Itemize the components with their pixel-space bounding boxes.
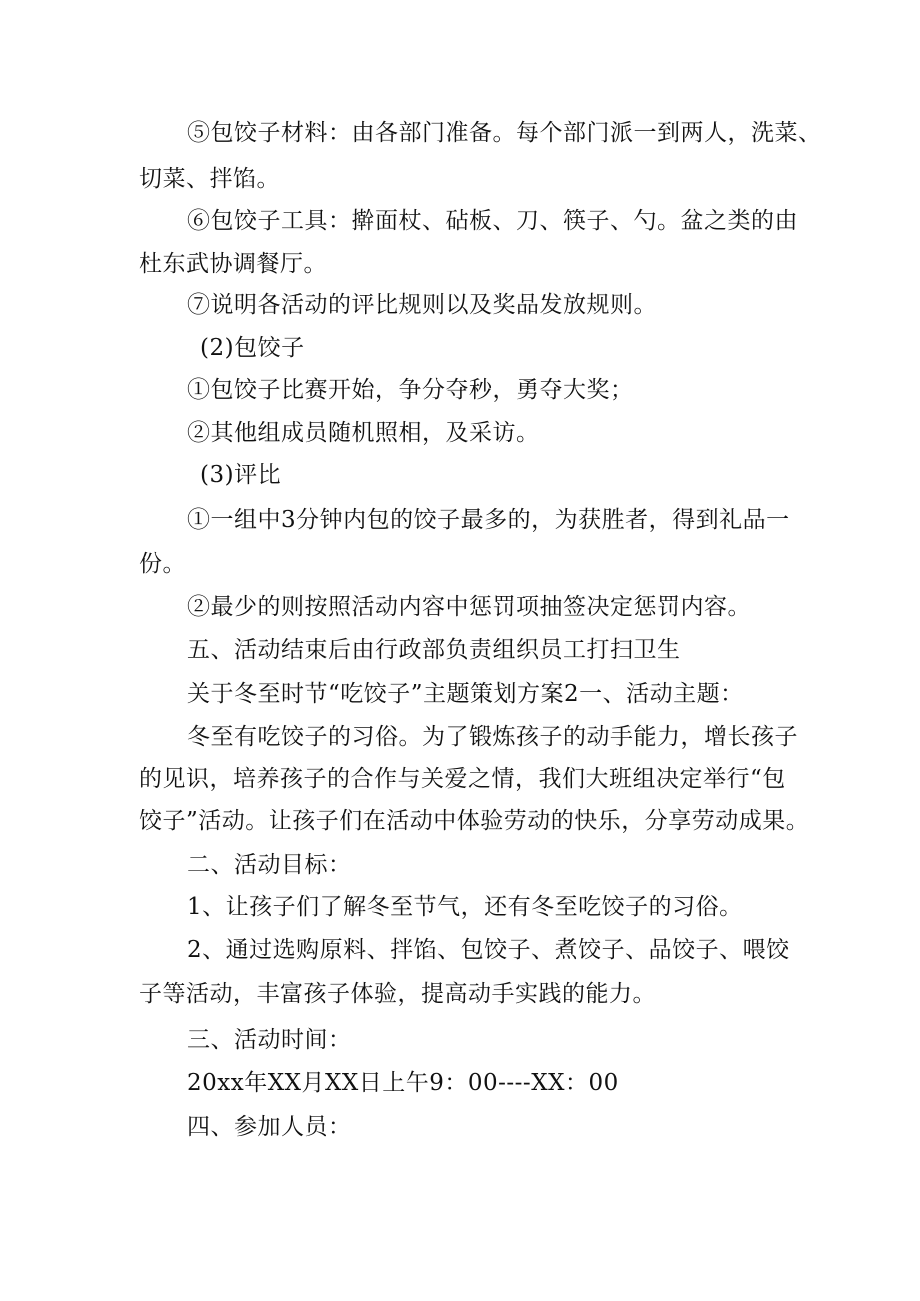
- text-line: (2)包饺子: [200, 335, 305, 361]
- text-line: 五、活动结束后由行政部负责组织员工打扫卫生: [187, 637, 681, 663]
- text-line: ⑤包饺子材料：由各部门准备。每个部门派一到两人，洗菜、: [187, 120, 822, 146]
- text-line: 三、活动时间：: [187, 1027, 352, 1053]
- text-line: 冬至有吃饺子的习俗。为了锻炼孩子的动手能力，增长孩子: [187, 724, 798, 750]
- text-line: ②其他组成员随机照相，及采访。: [187, 420, 540, 446]
- text-line: 1、让孩子们了解冬至节气，还有冬至吃饺子的习俗。: [187, 894, 743, 920]
- text-line: (3)评比: [200, 462, 282, 488]
- text-line: ①一组中3分钟内包的饺子最多的，为获胜者，得到礼品一: [187, 507, 790, 533]
- text-line: 关于冬至时节“吃饺子”主题策划方案2一、活动主题：: [187, 681, 744, 707]
- text-line: ⑥包饺子工具：擀面杖、砧板、刀、筷子、勺。盆之类的由: [187, 208, 798, 234]
- text-line: 份。: [139, 551, 186, 577]
- text-line: 四、参加人员：: [187, 1114, 352, 1140]
- text-line: 子等活动，丰富孩子体验，提高动手实践的能力。: [139, 981, 656, 1007]
- text-line: ①包饺子比赛开始，争分夺秒，勇夺大奖；: [187, 377, 634, 403]
- text-line: 杜东武协调餐厅。: [139, 251, 327, 277]
- text-line: 二、活动目标：: [187, 852, 352, 878]
- text-line: 的见识，培养孩子的合作与关爱之情，我们大班组决定举行“包: [139, 766, 786, 792]
- text-line: 20xx年XX月XX日上午9：00----XX：00: [187, 1070, 619, 1096]
- text-line: ⑦说明各活动的评比规则以及奖品发放规则。: [187, 292, 657, 318]
- text-line: 切菜、拌馅。: [139, 166, 280, 192]
- text-line: 2、通过选购原料、拌馅、包饺子、煮饺子、品饺子、喂饺: [187, 937, 790, 963]
- text-line: 饺子”活动。让孩子们在活动中体验劳动的快乐，分享劳动成果。: [139, 808, 810, 834]
- text-line: ②最少的则按照活动内容中惩罚项抽签决定惩罚内容。: [187, 594, 751, 620]
